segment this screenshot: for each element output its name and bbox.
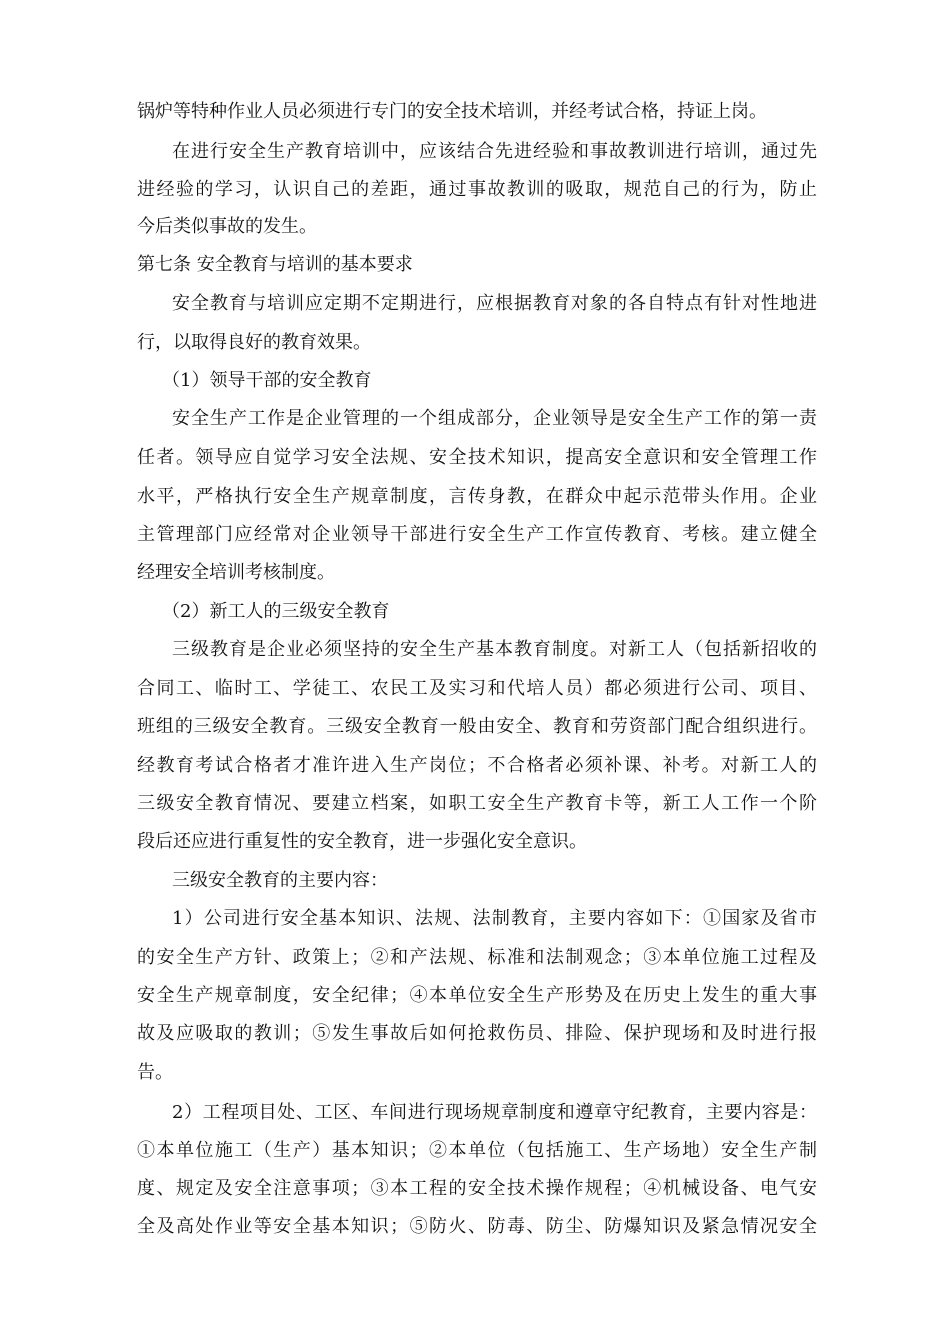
text-line: 今后类似事故的发生。 bbox=[137, 216, 317, 237]
section-heading: 第七条 安全教育与培训的基本要求 bbox=[137, 254, 413, 275]
text-line: 班组的三级安全教育。三级安全教育一般由安全、教育和劳资部门配合组织进行。 bbox=[137, 716, 817, 737]
text-line: 故及应吸取的教训；⑤发生事故后如何抢救伤员、排险、保护现场和及时进行报 bbox=[137, 1023, 817, 1044]
text-line: 告。 bbox=[137, 1062, 173, 1083]
text-line: 经理安全培训考核制度。 bbox=[137, 562, 335, 583]
text-line: 主管理部门应经常对企业领导干部进行安全生产工作宣传教育、考核。建立健全 bbox=[137, 524, 817, 545]
text-line: 合同工、临时工、学徒工、农民工及实习和代培人员）都必须进行公司、项目、 bbox=[137, 678, 817, 699]
text-line: 在进行安全生产教育培训中，应该结合先进经验和事故教训进行培训，通过先 bbox=[172, 141, 817, 162]
text-line: 安全生产规章制度，安全纪律；④本单位安全生产形势及在历史上发生的重大事 bbox=[137, 985, 817, 1006]
text-line: 进经验的学习，认识自己的差距，通过事故教训的吸取，规范自己的行为，防止 bbox=[137, 179, 817, 200]
text-line: 安全生产工作是企业管理的一个组成部分，企业领导是安全生产工作的第一责 bbox=[172, 408, 817, 429]
text-line: 经教育考试合格者才准许进入生产岗位；不合格者必须补课、补考。对新工人的 bbox=[137, 755, 817, 776]
text-line: 1）公司进行安全基本知识、法规、法制教育，主要内容如下：①国家及省市 bbox=[172, 908, 817, 929]
text-line: 全及高处作业等安全基本知识；⑤防火、防毒、防尘、防爆知识及紧急情况安全 bbox=[137, 1216, 817, 1237]
text-line: 三级安全教育的主要内容： bbox=[172, 870, 388, 891]
text-line: 行，以取得良好的教育效果。 bbox=[137, 332, 371, 353]
subsection-heading: （2）新工人的三级安全教育 bbox=[162, 601, 390, 622]
text-line: 三级安全教育情况、要建立档案，如职工安全生产教育卡等，新工人工作一个阶 bbox=[137, 793, 817, 814]
text-line: 安全教育与培训应定期不定期进行，应根据教育对象的各自特点有针对性地进 bbox=[172, 293, 817, 314]
text-line: 锅炉等特种作业人员必须进行专门的安全技术培训，并经考试合格，持证上岗。 bbox=[137, 101, 767, 122]
text-line: 水平，严格执行安全生产规章制度，言传身教，在群众中起示范带头作用。企业 bbox=[137, 486, 817, 507]
text-line: 度、规定及安全注意事项；③本工程的安全技术操作规程；④机械设备、电气安 bbox=[137, 1178, 817, 1199]
text-line: ①本单位施工（生产）基本知识；②本单位（包括施工、生产场地）安全生产制 bbox=[137, 1140, 817, 1161]
text-line: 任者。领导应自觉学习安全法规、安全技术知识，提高安全意识和安全管理工作 bbox=[137, 447, 817, 468]
subsection-heading: （1）领导干部的安全教育 bbox=[162, 370, 372, 391]
text-line: 2）工程项目处、工区、车间进行现场规章制度和遵章守纪教育，主要内容是： bbox=[172, 1102, 817, 1123]
text-line: 段后还应进行重复性的安全教育，进一步强化安全意识。 bbox=[137, 831, 587, 852]
text-line: 三级教育是企业必须坚持的安全生产基本教育制度。对新工人（包括新招收的 bbox=[172, 639, 817, 660]
text-line: 的安全生产方针、政策上；②和产法规、标准和法制观念；③本单位施工过程及 bbox=[137, 947, 817, 968]
